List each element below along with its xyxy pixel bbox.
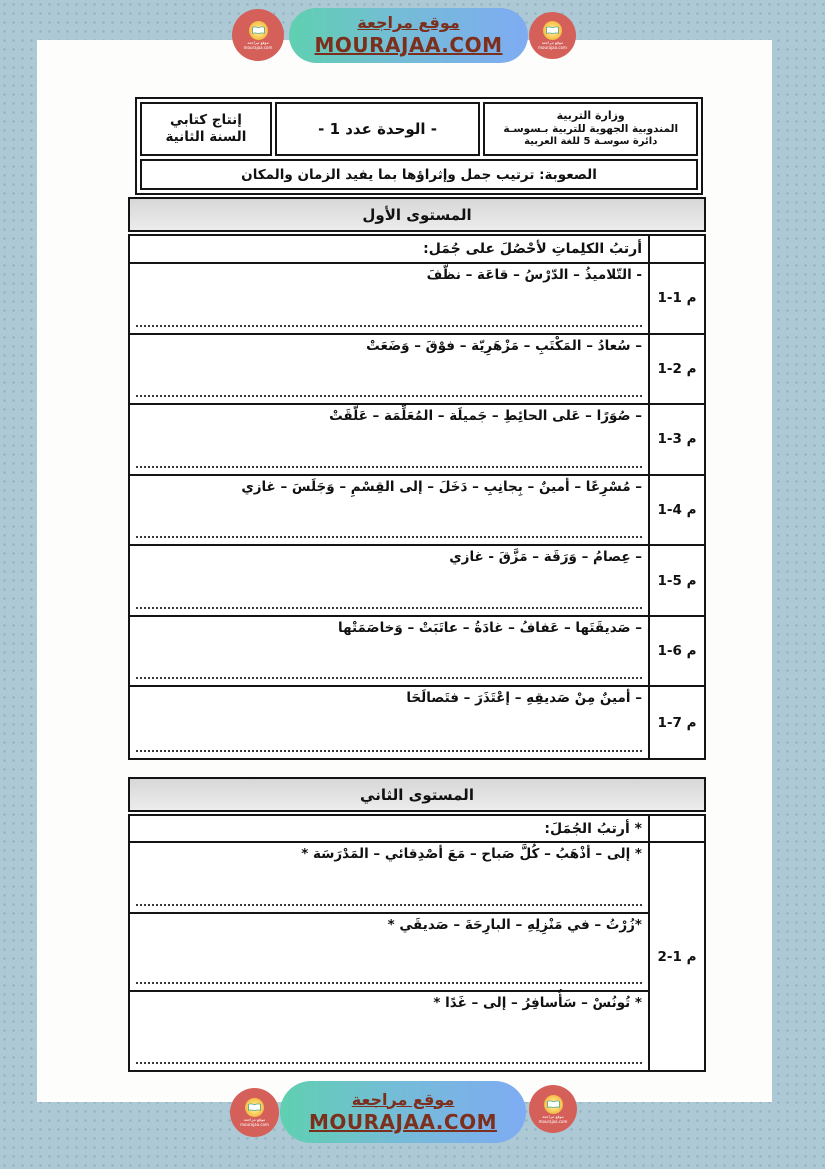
logo-text-domain: mourajaa.com	[240, 1122, 269, 1127]
exercise-row	[130, 476, 648, 547]
exercise-row	[130, 546, 648, 617]
label-cell-empty	[648, 236, 704, 264]
level2-section	[128, 777, 706, 1072]
subject-cell	[140, 102, 272, 156]
mourajaa-logo	[230, 1088, 279, 1137]
exercise-words: * إلى – أذْهَبُ – كُلَّ صَباح – مَعَ أصْدِقائي – المَدْرَسَة *	[301, 846, 642, 862]
exercise-words: – صُوَرًا – عَلى الحائِطِ – جَميلَة – المُعَلِّمَة – عَلَّقَتْ	[329, 408, 642, 425]
ministry-line: وزارة التربية	[556, 109, 625, 123]
difficulty-text: الصعوبة: ترتيب جمل وإثراؤها بما يفيد الزمان والمكان	[241, 166, 597, 183]
level1-title: المستوى الأول	[362, 205, 472, 224]
open-book-icon	[249, 21, 268, 40]
exercise-words: – عِصامُ – وَرَقَة – مَزَّقَ - غازي	[449, 549, 642, 566]
exercise-words: – مُسْرِعًا – أمينٌ – بِجانِبِ – دَخَلَ – إلى القِسْمِ – وَجَلَسَ – غازي	[241, 478, 642, 495]
site-name-arabic: موقع مراجعة	[357, 13, 460, 32]
exercise-row	[130, 843, 648, 914]
exercise-words: *زُرْتُ – في مَنْزِلِهِ – البارِحَةَ – صَديقَي *	[387, 917, 642, 933]
unit-cell	[275, 102, 481, 156]
exercise-label: م 1-1	[648, 264, 704, 335]
delegation-line: المندوبية الجهوية للتربية بـسوسـة	[503, 123, 679, 136]
exercise-words: – أمينٌ مِنْ صَديقِهِ – إعْتَذَرَ – فتَصالَحَا	[406, 690, 642, 707]
logo-text-domain: mourajaa.com	[243, 44, 273, 50]
mourajaa-logo	[529, 12, 576, 59]
mourajaa-logo	[232, 9, 284, 61]
level1-table	[128, 234, 706, 760]
site-domain-link: MOURAJAA.COM	[314, 33, 503, 57]
answer-line	[136, 677, 642, 679]
exercise-label: م 2-1	[648, 335, 704, 406]
logo-text-domain: mourajaa.com	[538, 1118, 568, 1124]
answer-line	[136, 466, 642, 468]
open-book-icon	[543, 21, 562, 40]
exercise-words: – سُعادُ – المَكْتَبِ – مَزْهَرِيّة – فوْقَ – وَضَعَتْ	[366, 337, 642, 354]
logo-text-arabic: موقع مراجعة	[542, 1113, 564, 1119]
unit-title: - الوحدة عدد 1 -	[318, 119, 438, 138]
exercise-words: – صَديقَتَها – عَفافُ – غادَةُ – عاتَبَتْ – وَخاصَمَتْها	[338, 619, 642, 636]
exercise-row	[130, 335, 648, 406]
site-banner	[289, 8, 528, 63]
exercise-row	[130, 914, 648, 992]
exercise-words: - التّلاميذُ – الدّرْسُ – قاعَة – نظّفَ	[426, 267, 642, 283]
subject-line1: إنتاج كتابي	[169, 112, 242, 129]
mourajaa-logo	[529, 1085, 577, 1133]
site-domain-link: MOURAJAA.COM	[309, 1109, 497, 1134]
level1-section	[128, 197, 706, 760]
open-book-icon	[245, 1098, 264, 1117]
logo-text-arabic: موقع مراجعة	[243, 1117, 266, 1122]
logo-text-arabic: موقع مراجعة	[541, 40, 564, 45]
school-cell	[483, 102, 698, 156]
answer-line	[136, 607, 642, 609]
level2-instruction: * أرتبُ الجُمَلَ:	[130, 816, 648, 843]
label-cell-empty	[648, 816, 704, 843]
exercise-label: م 6-1	[648, 617, 704, 688]
answer-line	[136, 904, 642, 906]
exercise-label: م 5-1	[648, 546, 704, 617]
worksheet-header-table	[135, 97, 703, 195]
level2-title: المستوى الثاني	[360, 785, 474, 804]
exercise-label: م 7-1	[648, 687, 704, 758]
level2-title-bar	[128, 777, 706, 812]
site-banner	[280, 1081, 526, 1143]
level2-table	[128, 814, 706, 1072]
exercise-row	[130, 992, 648, 1070]
answer-line	[136, 750, 642, 752]
answer-line	[136, 536, 642, 538]
answer-line	[136, 1062, 642, 1064]
exercise-label: م 4-1	[648, 476, 704, 547]
logo-text-arabic: موقع مراجعة	[247, 39, 269, 45]
answer-line	[136, 395, 642, 397]
exercise-row	[130, 264, 648, 335]
site-name-arabic: موقع مراجعة	[351, 1089, 455, 1109]
district-line: دائرة سوسـة 5 للغة العربية	[524, 136, 658, 148]
exercise-label: م 1-2	[648, 843, 704, 1070]
logo-text-domain: mourajaa.com	[538, 45, 567, 50]
difficulty-row	[140, 159, 698, 190]
subject-line2: السنة الثانية	[165, 129, 247, 145]
answer-line	[136, 325, 642, 327]
exercise-row	[130, 687, 648, 758]
level1-instruction: أرتبُ الكلِماتِ لأحْصُلَ على جُمَل:	[130, 236, 648, 264]
exercise-row	[130, 405, 648, 476]
open-book-icon	[544, 1095, 563, 1114]
exercise-label: م 3-1	[648, 405, 704, 476]
exercise-words: * تُونُسْ – سَأُسافِرُ – إلى – غَدًا *	[433, 995, 642, 1011]
exercise-row	[130, 617, 648, 688]
answer-line	[136, 982, 642, 984]
level1-title-bar	[128, 197, 706, 232]
